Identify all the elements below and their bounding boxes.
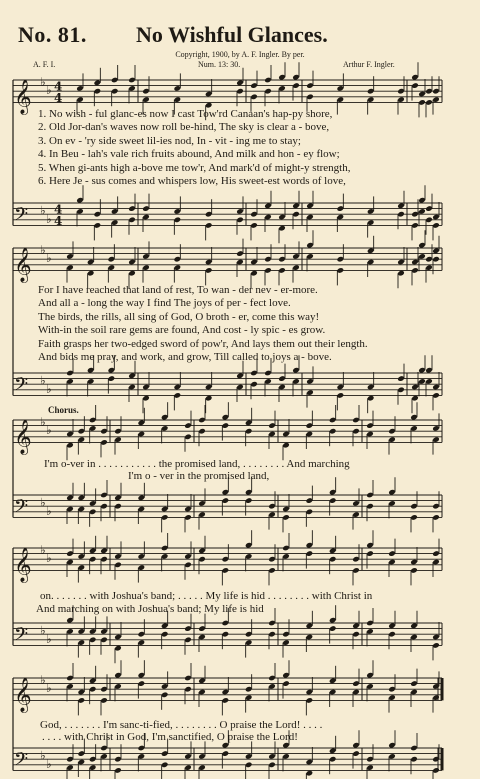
treble-clef: 𝄞 (14, 419, 32, 455)
chorus-lyric-lower-1: I'm o - ver in the promised land, (128, 470, 270, 482)
bass-clef: 𝄢 (14, 749, 29, 775)
flat-sign: ♭ (46, 756, 52, 771)
hymn-number: No. 81. (18, 22, 87, 47)
flat-sign: ♭ (40, 623, 46, 638)
time-signature: 4 (54, 202, 63, 217)
flat-sign: ♭ (40, 242, 46, 257)
flat-sign: ♭ (46, 381, 52, 396)
verses-part-two (38, 284, 368, 364)
flat-sign: ♭ (40, 542, 46, 557)
flat-sign: ♭ (40, 74, 46, 89)
flat-sign: ♭ (40, 495, 46, 510)
chorus-lyric-upper-2: on. . . . . . . with Joshua's band; . . . . . My life is hid . . . . . . . . with Christ in (40, 590, 373, 602)
bass-clef: 𝄢 (14, 624, 29, 650)
scripture-reference: Num. 13: 30. (198, 60, 241, 69)
verse-line: And all a - long the way I find The joys of per - fect love. (38, 297, 291, 310)
flat-sign: ♭ (46, 83, 52, 98)
composer-credit: Arthur F. Ingler. (343, 60, 395, 69)
chorus-label: Chorus. (48, 405, 79, 415)
treble-clef: 𝄞 (14, 247, 32, 283)
verse-line: 5. When gi-ants high a-bove me tow'r, And mark'd of might-y strength, (38, 161, 351, 174)
flat-sign: ♭ (46, 631, 52, 646)
flat-sign: ♭ (40, 203, 46, 218)
time-signature: 4 (54, 79, 63, 94)
verse-line: 1. No wish - ful glanc-es now I cast Tow'rd Canaan's hap-py shore, (38, 108, 333, 120)
flat-sign: ♭ (40, 672, 46, 687)
chorus-lyric-upper-1: I'm o-ver in . . . . . . . . . . . the promised land, . . . . . . . . And marching (44, 458, 350, 470)
flat-sign: ♭ (46, 551, 52, 566)
treble-clef: 𝄞 (14, 677, 32, 713)
verse-line: For I have reached that land of rest, To wan - der nev - er-more. (38, 284, 318, 296)
verse-line: And bids me pray, and work, and grow, Till called to joys a - bove. (38, 351, 332, 364)
bass-clef: 𝄢 (14, 496, 29, 522)
verse-line: 3. On ev - 'ry side sweet lil-ies nod, In - vit - ing me to stay; (38, 134, 301, 147)
flat-sign: ♭ (46, 211, 52, 226)
time-signature: 4 (54, 90, 63, 105)
flat-sign: ♭ (46, 251, 52, 266)
flat-sign: ♭ (46, 423, 52, 438)
flat-sign: ♭ (46, 681, 52, 696)
flat-sign: ♭ (40, 373, 46, 388)
treble-clef: 𝄞 (14, 79, 32, 115)
copyright-line: Copyright, 1900, by A. F. Ingler. By per. (175, 50, 305, 59)
chorus-lyric-lower-2: And marching on with Joshua's band; My life is hid (36, 603, 264, 615)
verse-line: 2. Old Jor-dan's waves now roll be-hind, The sky is clear a - bove, (38, 121, 330, 134)
time-signature: 4 (54, 213, 63, 228)
verse-line: 6. Here Je - sus comes and whispers low, His sweet-est words of love, (38, 175, 346, 188)
bass-clef: 𝄢 (14, 204, 29, 230)
verses-part-one (38, 108, 351, 188)
verse-line: Faith grasps her two-edged sword of pow'r, And lays them out their length. (38, 337, 368, 350)
treble-clef: 𝄞 (14, 547, 32, 583)
verse-line: With-in the soil rare gems are found, And cost - ly spic - es grow. (38, 324, 326, 337)
bass-clef: 𝄢 (14, 374, 29, 400)
tune-credit: A. F. I. (33, 60, 56, 69)
flat-sign: ♭ (46, 503, 52, 518)
chorus-lyric-upper-3: God, . . . . . . . I'm sanc-ti-fied, . . . . . . . . O praise the Lord! . . . . (40, 719, 323, 731)
flat-sign: ♭ (40, 414, 46, 429)
flat-sign: ♭ (40, 748, 46, 763)
verse-line: The birds, the rills, all sing of God, O broth - er, come this way! (38, 310, 320, 323)
hymn-title: No Wishful Glances. (136, 22, 328, 47)
verse-line: 4. In Beu - lah's vale rich fruits abound, And milk and hon - ey flow; (38, 148, 340, 161)
chorus-lyric-lower-3: . . . . with Christ in God, I'm sanctified, O praise the Lord! (42, 731, 298, 743)
